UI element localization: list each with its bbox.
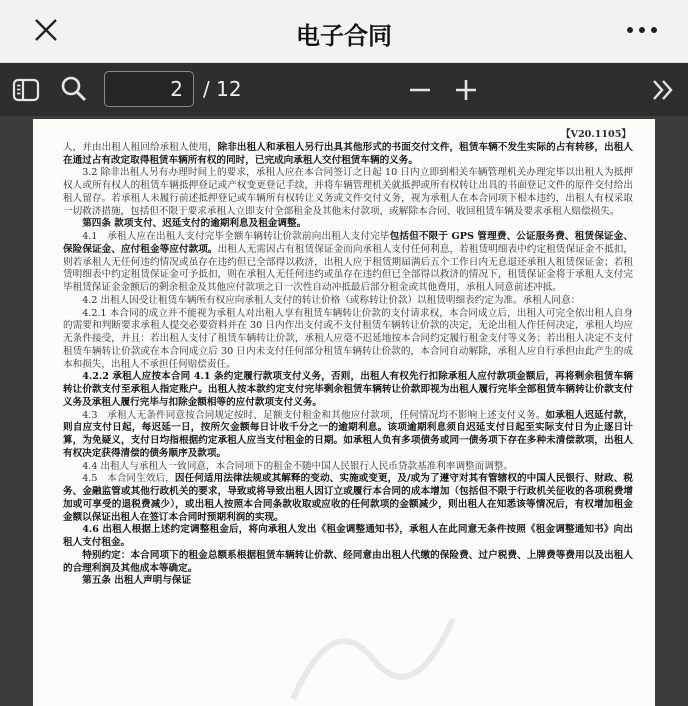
paragraph-bold-text: 4.6 出租人根据上述约定调整租金后，将向承租人发出《租金调整通知书》，承租人在此同意无条件按照《租金调整通知书》向出租人支付租金。: [63, 524, 633, 548]
contract-paragraph: [63, 231, 633, 295]
contract-paragraph: [63, 550, 633, 576]
zoom-out-icon[interactable]: [408, 78, 432, 102]
pdf-toolbar: [0, 63, 688, 116]
contract-body: [63, 142, 633, 588]
paragraph-text: 4.2.1 本合同的成立并不能视为承租人对出租人享有租赁车辆转让价款的支付请求权，本合同成立后，出租人可完全依出租人自身的需要和判断要求承租人提交必要资料并在 30 日内作出支付或不支付租赁车辆转让价款的决定，无论出租人作任何决定，承租人均应无条件接受，并且：若出租人支付了租赁车辆转让价款，承租人应毫不迟延地按本合同约定履行租金支付等义务；若出租人决定不支付租赁车辆转让价款或在本合同成立后 30 日内未支付任何部分租赁车辆转让价款的，本合同自动解除，承租人应自行承担由此产生的成本和损失，出租人不承担任何赔偿责任。: [63, 307, 633, 370]
title-bar: [0, 0, 688, 63]
pdf-page: [33, 119, 655, 706]
contract-paragraph: [63, 410, 633, 461]
contract-paragraph: [63, 295, 633, 308]
paragraph-bold-text: 4.2.2 承租人应按本合同 4.1 条约定履行款项支付义务，否则，出租人有权先行扣除承租人应付款项金额后，再将剩余租赁车辆转让价款支付至承租人指定账户。出租人按本款约定支付完毕剩余租赁车辆转让价款即视为出租人履行完毕全部租赁车辆转让价款支付义务及承租人履行完毕与扣除金额相等的应付款项支付义务。: [63, 371, 633, 408]
contract-paragraph: [63, 218, 633, 231]
double-chevron-right-icon[interactable]: [650, 78, 676, 102]
page-number-input[interactable]: 2: [104, 71, 194, 107]
paragraph-text: 4.4 出租人与承租人一致同意，本合同项下的租金不随中国人民银行人民币贷款基准利率调整而调整。: [82, 460, 514, 472]
zoom-in-icon[interactable]: [454, 78, 478, 102]
contract-paragraph: [63, 473, 633, 524]
watermark-icon: [273, 589, 473, 706]
more-options-icon[interactable]: [622, 18, 662, 42]
paragraph-bold-text: 除非出租人和承租人另行出具其他形式的书面交付文件，租赁车辆不发生实际的占有转移，出租人在通过占有改定取得租赁车辆所有权的同时，已完成向承租人交付租赁车辆的义务。: [63, 141, 634, 166]
contract-paragraph: [63, 167, 633, 218]
contract-paragraph: [63, 308, 633, 372]
contract-paragraph: [63, 142, 633, 168]
paragraph-bold-text: 第四条 款项支付、迟延支付的逾期利息及租金调整。: [82, 218, 307, 230]
paragraph-text: 4.1 承租人应在出租人支付完毕全额车辆转让价款前向出租人支付完毕: [82, 231, 390, 242]
contract-paragraph: [63, 524, 633, 550]
paragraph-text: 4.5 本合同生效后，: [82, 473, 175, 485]
page-total: / 12: [203, 77, 242, 101]
version-label: 【V20.1105】: [560, 129, 631, 140]
paragraph-text: 4.3 承租人无条件同意按合同规定按时、足额支付租金和其他应付款项，任何情况均不影响上述支付义务。: [82, 409, 546, 421]
paragraph-text: 人，并由出租人租回给承租人使用，: [63, 141, 218, 153]
paragraph-bold-text: 第五条 出租人声明与保证: [82, 575, 192, 587]
contract-paragraph: [63, 461, 633, 474]
page-title: 电子合同: [296, 22, 392, 50]
document-viewer[interactable]: [0, 117, 688, 706]
contract-paragraph: [63, 371, 633, 409]
paragraph-bold-text: 包括但不限于 GPS 管理费、公证服务费、租赁保证金、保险保证金、应付租金等应付款项。: [63, 231, 633, 255]
paragraph-bold-text: 特别约定：本合同项下的租金总额系根据租赁车辆转让价款、经同意由出租人代缴的保险费、过户税费、上牌费等费用以及出租人的合理利润及其他成本等确定。: [63, 549, 633, 574]
paragraph-tail-text: 出租人无需因占有租赁保证金而向承租人支付任何利息，若租赁明细表中约定租赁保证金不抵扣，则若承租人无任何违约情况或虽存在违约但已全部得以救济，出租人应于租赁期届满后五个工作日内无息退还承租人租赁保证金；若租赁明细表中约定租赁保证金可予抵扣，则在承租人无任何违约或虽存在违约但已全部得以救济的情况下，租赁保证金将于承租人支付完毕租赁保证金金额后的剩余租金及其他应付款项之日一次性自动冲抵最后部分租金或其他费用，承租人同意前述冲抵。: [63, 243, 634, 293]
paragraph-text: 3.2 除非出租人另有办理时间上的要求，承租人应在本合同签订之日起 10 日内立即到相关车辆管理机关办理完毕以出租人为抵押权人或所有权人的租赁车辆抵押登记或产权变更登记手续，并将车辆管理机关就抵押或所有权转让出具的书面登记文件的原件交付给出租人留存。若承租人未履行前述抵押登记或车辆所有权转让义务或文件交付义务，视为承租人在本合同项下根本违约，出租人有权采取一切救济措施，包括但不限于要求承租人立即支付全部租金及其他未付款项，或解除本合同、收回租赁车辆及要求承租人赔偿损失。: [63, 167, 633, 217]
paragraph-bold-text: 因任何适用法律法规或其解释的变动、实施或变更，及/或为了遵守对其有管辖权的中国人民银行、财政、税务、金融监管或其他行政机关的要求，导致或将导致出租人因订立或履行本合同的成本增加（包括但不限于行政机关征收的各项税费增加或可享受的退税费减少），或出租人按照本合同条款收取或应收的任何款项的金额减少，则出租人在知悉该等情况后，有权增加租金金额以保证出租人在签订本合同时预期利润的实现。: [63, 473, 633, 523]
sidebar-toggle-icon[interactable]: [12, 78, 40, 102]
contract-text: [63, 129, 633, 588]
paragraph-bold-text: 如承租人迟延付款，则自应支付日起，每迟延一日，按所欠金额每日计收千分之一的逾期利息。该项逾期利息须自迟延支付日起至实际支付日为止逐日计算，为免疑义，支付日均指根据约定承租人应当支付租金的日期。如承租人负有多项债务或同一债务项下存在多种未清偿款项，出租人有权决定获得清偿的债务顺序及款项。: [63, 409, 633, 459]
contract-paragraph: [63, 575, 633, 588]
search-icon[interactable]: [60, 75, 88, 103]
paragraph-text: 4.2 出租人因受让租赁车辆所有权应向承租人支付的转让价格（或称转让价款）以租赁明细表约定为准。承租人同意：: [82, 294, 581, 306]
